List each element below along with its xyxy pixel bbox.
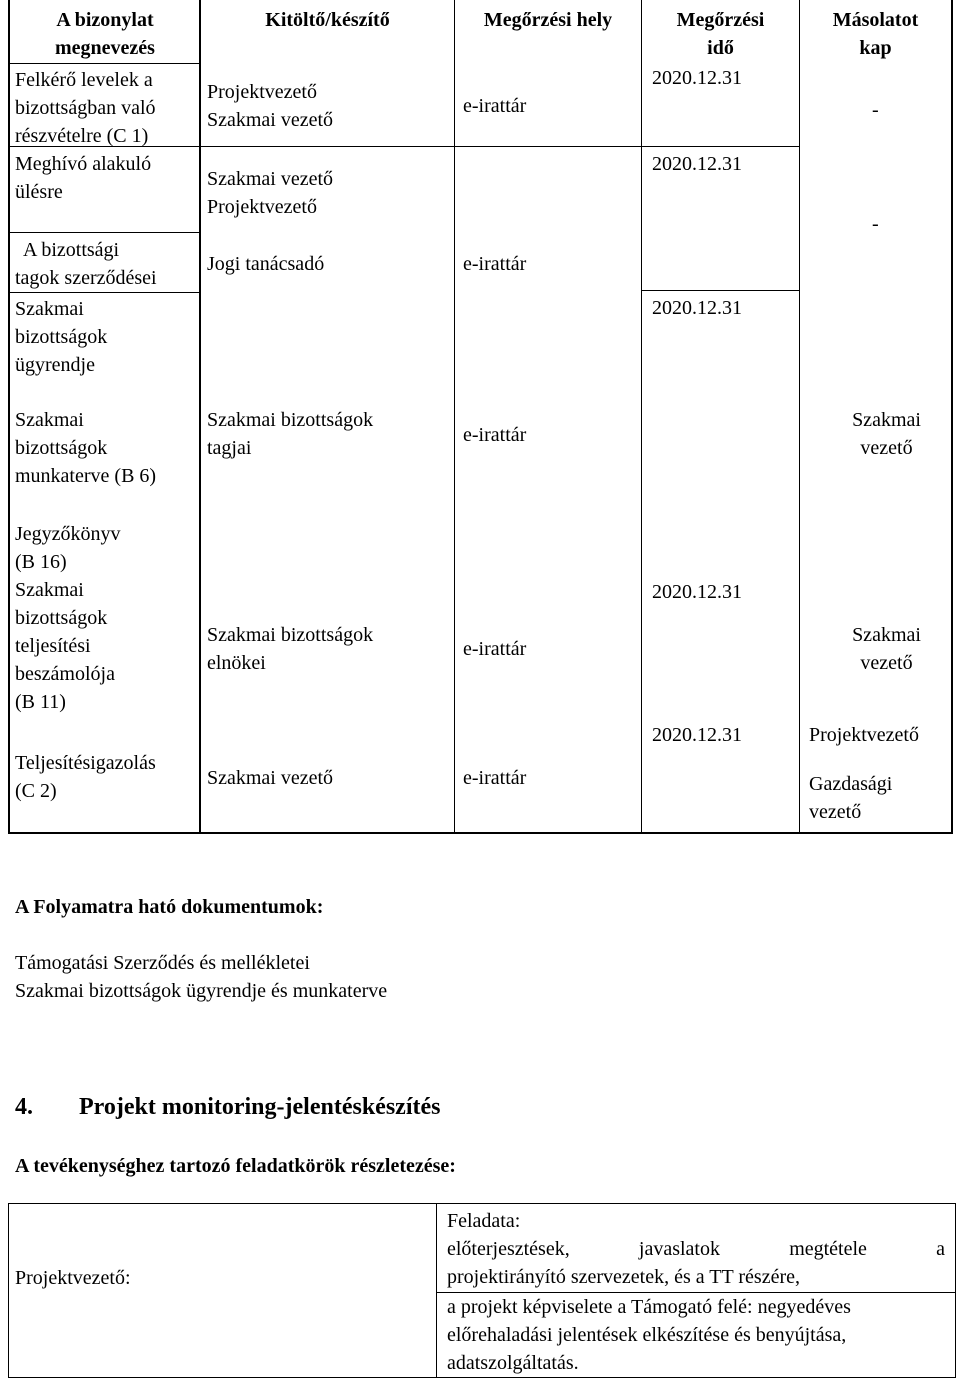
header-copy: Másolatot kap — [832, 9, 919, 59]
row2-copy: - — [872, 213, 879, 235]
task-line-3: a projekt képviselete a Támogató felé: negyedéves — [447, 1296, 851, 1318]
row1-copy: - — [872, 99, 879, 121]
header-time: Megőrzési idő — [676, 9, 765, 59]
row5-copy: Szakmai vezető — [852, 409, 921, 459]
row6-maker: Szakmai bizottságok elnökei — [207, 624, 374, 674]
row5-place: e-irattár — [463, 424, 527, 446]
header-place: Megőrzési hely — [483, 9, 613, 31]
task-role: Projektvezető: — [15, 1267, 131, 1289]
row4-name: Szakmai bizottságok ügyrendje — [15, 298, 108, 376]
task-line-2: projektirányító szervezetek, és a TT részére, — [447, 1266, 800, 1288]
row5-maker: Szakmai bizottságok tagjai — [207, 409, 374, 459]
header-maker: Kitöltő/készítő — [265, 9, 390, 31]
row5-name: Szakmai bizottságok munkaterve (B 6) — [15, 409, 157, 487]
row1-name: Felkérő levelek a bizottságban való részvételre (C 1) — [15, 69, 156, 147]
docs-list — [15, 949, 387, 1005]
list-item: Támogatási Szerződés és mellékletei — [15, 952, 310, 974]
row7-name: Teljesítésigazolás (C 2) — [15, 752, 156, 802]
row1-maker: Projektvezető Szakmai vezető — [207, 81, 334, 131]
task-line-4: előrehaladási jelentések elkészítése és benyújtása, — [447, 1324, 847, 1346]
task-line-1: előterjesztések, javaslatok megtétele a — [447, 1238, 945, 1260]
row6-copy: Szakmai vezető — [852, 624, 921, 674]
section-number: 4. — [15, 1094, 33, 1120]
task-label: Feladata: — [447, 1210, 521, 1232]
header-doc-name: A bizonylat megnevezés — [55, 9, 155, 59]
section-heading — [15, 1091, 440, 1123]
docs-title: A Folyamatra ható dokumentumok: — [15, 896, 324, 918]
section-subtitle: A tevékenységhez tartozó feladatkörök részletezése: — [15, 1155, 456, 1177]
task-line-5: adatszolgáltatás. — [447, 1352, 579, 1374]
row1-place: e-irattár — [463, 95, 527, 117]
row6-name: Jegyzőkönyv (B 16) Szakmai bizottságok teljesítési beszámolója (B 11) — [15, 523, 121, 713]
list-item: Szakmai bizottságok ügyrendje és munkaterve — [15, 980, 388, 1002]
row3-place: e-irattár — [463, 253, 527, 275]
row4-time: 2020.12.31 — [652, 297, 742, 319]
row6-time: 2020.12.31 — [652, 581, 742, 603]
row7-maker: Szakmai vezető — [207, 767, 334, 789]
row7-time: 2020.12.31 — [652, 724, 742, 746]
row7-copy: Projektvezető Gazdasági vezető — [809, 724, 919, 823]
row2-time: 2020.12.31 — [652, 153, 742, 175]
row1-time: 2020.12.31 — [652, 67, 742, 89]
section-title: Projekt monitoring-jelentéskészítés — [79, 1094, 441, 1120]
row7-place: e-irattár — [463, 767, 527, 789]
row3-name: A bizottsági tagok szerződései — [15, 239, 157, 289]
row2-name: Meghívó alakuló ülésre — [15, 153, 152, 203]
row3-maker: Jogi tanácsadó — [207, 253, 325, 275]
row2-maker: Szakmai vezető Projektvezető — [207, 168, 334, 218]
row6-place: e-irattár — [463, 638, 527, 660]
